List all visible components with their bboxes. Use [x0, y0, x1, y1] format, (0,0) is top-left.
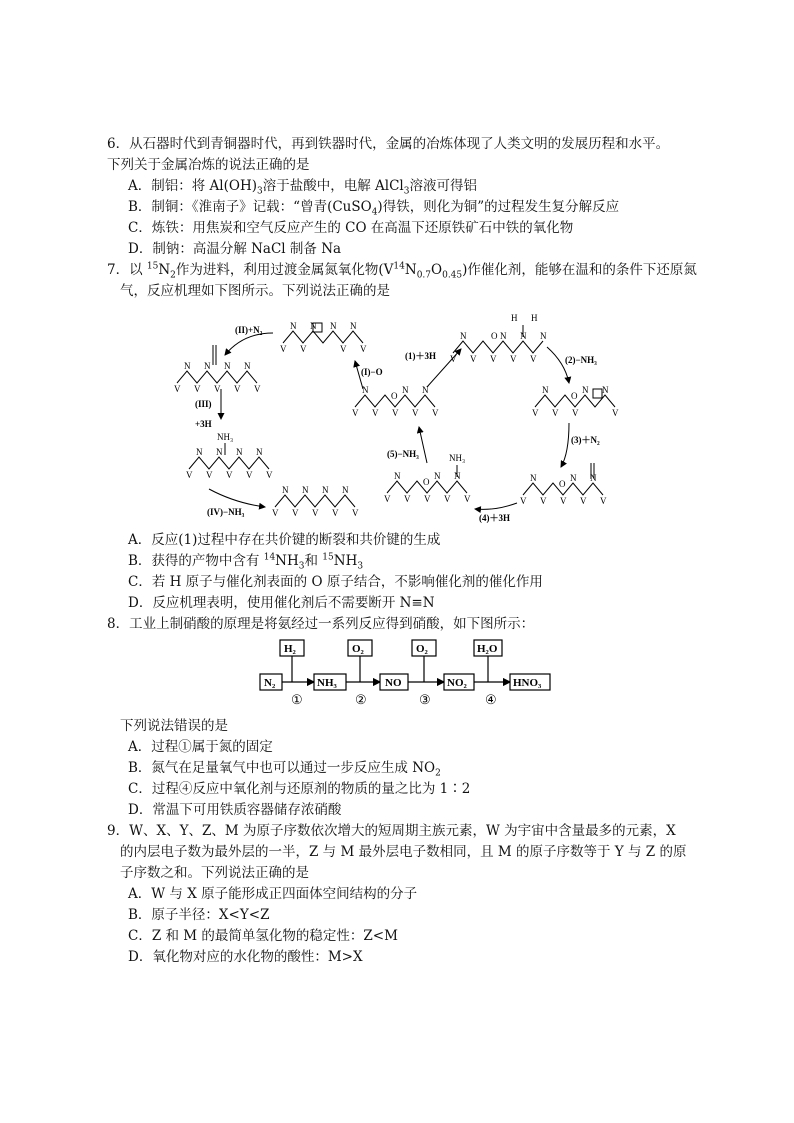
- atom-v: V: [186, 470, 193, 480]
- label-step-III-3h: +3H: [195, 419, 212, 429]
- atom-n: N: [216, 447, 223, 457]
- atom-n: N: [256, 447, 263, 457]
- label-nh3-left: NH₃: [217, 432, 234, 442]
- q7-stem-line1: 7．以 $^{15}N_2$作为进料，利用过渡金属氮氧化物$(V^{14}N_{0.7}O_{0.45})$作催化剂，能够在温和的条件下还原氮: [107, 261, 697, 281]
- q9-stem-line1: 9．W、X、Y、Z、M 为原子序数依次增大的短周期主族元素，W 为宇宙中含量最多的元素，X: [107, 823, 676, 839]
- atom-v: V: [272, 508, 279, 518]
- q6-option-d: D．制钠：高温分解 NaCl 制备 Na: [128, 241, 342, 257]
- label-nh3-topright-h: H: [511, 313, 518, 323]
- box-o2a-label: O₂: [352, 643, 364, 655]
- chain-top-right: [453, 341, 543, 353]
- label-nh3-bottom: NH₃: [449, 453, 466, 463]
- atom-v: V: [580, 496, 587, 506]
- step-1-marker: ①: [291, 692, 303, 707]
- atom-v: V: [300, 344, 307, 354]
- atom-n: N: [590, 473, 597, 483]
- atom-v: V: [510, 354, 517, 364]
- arrow-5: [419, 427, 427, 463]
- label-o-topright: O: [491, 331, 498, 341]
- q6-stem-line1: 6．从石器时代到青铜器时代，再到铁器时代，金属的冶炼体现了人类文明的发展历程和水平。: [107, 136, 670, 152]
- atom-v: V: [600, 496, 607, 506]
- atom-n: N: [460, 331, 467, 341]
- atom-v: V: [532, 408, 539, 418]
- atom-v: V: [612, 408, 619, 418]
- label-step-1: (1)＋3H: [405, 351, 436, 361]
- atom-v: V: [560, 496, 567, 506]
- arrow-2: [547, 347, 569, 383]
- atom-v: V: [292, 508, 299, 518]
- atom-n: N: [582, 385, 589, 395]
- box-n2-label: N₂: [264, 677, 276, 689]
- atom-n: N: [362, 385, 369, 395]
- atom-v: V: [412, 408, 419, 418]
- q6-option-b: B．制铜：《淮南子》记载：“曾青(CuSO$_4$)得铁，则化为铜”的过程发生复分解反应: [128, 199, 620, 218]
- atom-v: V: [246, 470, 253, 480]
- q8-option-b: B．氮气在足量氧气中也可以通过一步反应生成 $NO_2$: [128, 760, 441, 779]
- q6-stem-line2: 下列关于金属冶炼的说法正确的是: [107, 157, 310, 173]
- atom-v: V: [372, 408, 379, 418]
- q8-option-a: A．过程①属于氮的固定: [128, 739, 273, 755]
- atom-v: V: [352, 508, 359, 518]
- q7-option-d: D．反应机理表明，使用催化剂后不需要断开 N≡N: [128, 595, 435, 611]
- atom-v: V: [384, 494, 391, 504]
- label-step-III: (III): [195, 399, 212, 409]
- label-step-5: (5)−NH₃: [387, 449, 419, 459]
- nitric-acid-flow-diagram: [258, 636, 558, 708]
- label-step-II: (II)+N₂: [235, 325, 263, 335]
- atom-v: V: [464, 494, 471, 504]
- atom-v: V: [470, 354, 477, 364]
- atom-v: V: [266, 470, 273, 480]
- q8-option-d: D．常温下可用铁质容器储存浓硝酸: [128, 802, 342, 818]
- atom-v: V: [174, 384, 181, 394]
- q8-sub-stem: 下列说法错误的是: [120, 718, 228, 734]
- atom-v: V: [226, 470, 233, 480]
- q7-stem-line2: 气，反应机理如下图所示。下列说法正确的是: [120, 283, 390, 299]
- label-o-right: O: [571, 391, 578, 401]
- q6-option-c: C．炼铁：用焦炭和空气反应产生的 CO 在高温下还原铁矿石中铁的氧化物: [128, 220, 574, 236]
- q9-option-d: D．氧化物对应的水化物的酸性：M>X: [128, 949, 363, 965]
- atom-n: N: [520, 331, 527, 341]
- chain-top-left: [283, 331, 363, 343]
- atom-v: V: [360, 344, 367, 354]
- atom-n: N: [310, 321, 317, 331]
- atom-n: N: [290, 321, 297, 331]
- label-step-3: (3)＋N₂: [571, 435, 600, 445]
- label-step-4: (4)＋3H: [479, 513, 510, 523]
- q7-option-c: C．若 H 原子与催化剂表面的 O 原子结合，不影响催化剂的催化作用: [128, 574, 543, 590]
- q9-option-a: A．W 与 X 原子能形成正四面体空间结构的分子: [128, 886, 418, 902]
- atom-n: N: [302, 485, 309, 495]
- atom-n: N: [500, 331, 507, 341]
- atom-n: N: [342, 485, 349, 495]
- label-step-IV: (IV)−NH₃: [207, 507, 245, 517]
- atom-n: N: [402, 385, 409, 395]
- atom-v: V: [312, 508, 319, 518]
- step-3-marker: ③: [419, 692, 431, 707]
- atom-v: V: [552, 408, 559, 418]
- q8-stem: 8．工业上制硝酸的原理是将氨经过一系列反应得到硝酸，如下图所示：: [107, 616, 535, 632]
- step-2-marker: ②: [355, 692, 367, 707]
- reaction-mechanism-diagram: [165, 303, 635, 525]
- box-h2-label: H₂: [284, 643, 296, 655]
- atom-n: N: [454, 471, 461, 481]
- chain-bottom-left: [275, 495, 355, 507]
- chain-left-n2: [177, 371, 257, 383]
- atom-n: N: [224, 361, 231, 371]
- arrow-3: [561, 423, 569, 467]
- atom-n: N: [394, 471, 401, 481]
- atom-n: N: [184, 361, 191, 371]
- atom-v: V: [194, 384, 201, 394]
- atom-v: V: [404, 494, 411, 504]
- step-4-marker: ④: [485, 692, 497, 707]
- atom-v: V: [206, 470, 213, 480]
- atom-v: V: [280, 344, 287, 354]
- atom-n: N: [602, 385, 609, 395]
- atom-v: V: [254, 384, 261, 394]
- box-no2-label: NO₂: [447, 677, 467, 689]
- arrow-4: [475, 503, 517, 509]
- atom-n: N: [204, 361, 211, 371]
- atom-v: V: [444, 494, 451, 504]
- q7-option-a: A．反应(1)过程中存在共价键的断裂和共价键的生成: [128, 532, 441, 548]
- atom-n: N: [422, 385, 429, 395]
- label-o-bottom-center: O: [423, 477, 430, 487]
- atom-v: V: [432, 408, 439, 418]
- atom-n: N: [530, 473, 537, 483]
- atom-v: V: [520, 496, 527, 506]
- atom-v: V: [392, 408, 399, 418]
- atom-v: V: [540, 496, 547, 506]
- atom-n: N: [570, 473, 577, 483]
- atom-n: N: [330, 321, 337, 331]
- atom-v: V: [490, 354, 497, 364]
- atom-v: V: [572, 408, 579, 418]
- atom-n: N: [196, 447, 203, 457]
- q9-stem-line3: 子序数之和。下列说法正确的是: [120, 865, 309, 881]
- q9-stem-line2: 的内层电子数为最外层的一半，Z 与 M 最外层电子数相同，且 M 的原子序数等于 Y 与 Z 的原: [120, 844, 687, 860]
- label-o-center: O: [391, 391, 398, 401]
- atom-n: N: [540, 331, 547, 341]
- atom-v: V: [530, 354, 537, 364]
- atom-n: N: [244, 361, 251, 371]
- chain-left-nh3: [189, 457, 269, 469]
- atom-n: N: [350, 321, 357, 331]
- box-o2b-label: O₂: [416, 643, 428, 655]
- q9-option-b: B．原子半径：X<Y<Z: [128, 907, 270, 923]
- atom-n: N: [434, 471, 441, 481]
- atom-v: V: [450, 354, 457, 364]
- label-o-bottom-right: O: [559, 479, 566, 489]
- q9-option-c: C．Z 和 M 的最简单氢化物的稳定性：Z<M: [128, 928, 398, 944]
- box-hno3-label: HNO₃: [513, 677, 542, 689]
- atom-n: N: [542, 385, 549, 395]
- atom-v: V: [214, 384, 221, 394]
- atom-v: V: [332, 508, 339, 518]
- atom-n: N: [322, 485, 329, 495]
- q7-option-b: B．获得的产物中含有 $^{14}NH_3$和 $^{15}NH_3$: [128, 552, 364, 572]
- box-h2o-label: H₂O: [477, 643, 498, 655]
- atom-v: V: [340, 344, 347, 354]
- box-no-label: NO: [385, 677, 402, 689]
- box-nh3-label: NH₃: [317, 677, 337, 689]
- atom-v: V: [424, 494, 431, 504]
- atom-v: V: [234, 384, 241, 394]
- atom-n: N: [236, 447, 243, 457]
- arrow-IV: [209, 489, 265, 507]
- atom-n: N: [282, 485, 289, 495]
- vacancy-square-2: [593, 389, 602, 398]
- q8-option-c: C．过程④反应中氧化剂与还原剂的物质的量之比为 1∶2: [128, 781, 471, 797]
- arrow-II: [225, 333, 273, 355]
- atom-v: V: [352, 408, 359, 418]
- label-nh3-topright-h2: H: [531, 313, 538, 323]
- label-step-I: (I)−O: [361, 367, 383, 377]
- q6-option-a: A．制铝：将 $Al(OH)_3$溶于盐酸中，电解 AlCl$_3$溶液可得铝: [128, 178, 477, 197]
- label-step-2: (2)−NH₃: [565, 355, 597, 365]
